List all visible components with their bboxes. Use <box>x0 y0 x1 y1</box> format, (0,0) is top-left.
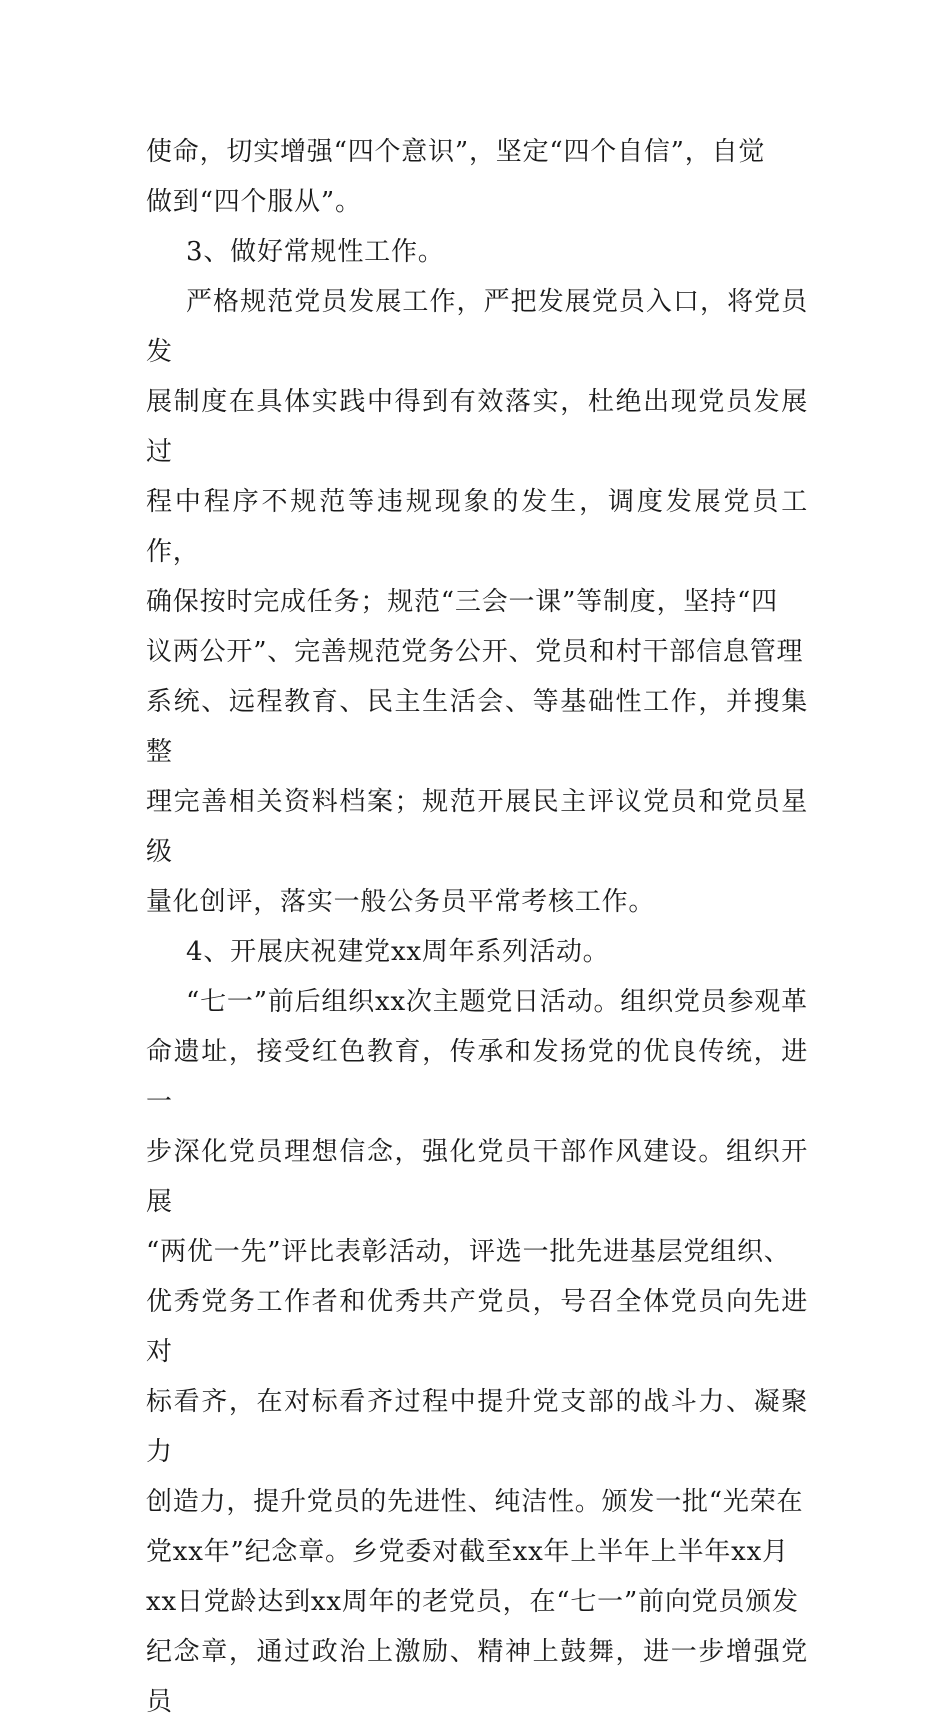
paragraph-line: 优秀党务工作者和优秀共产党员，号召全体党员向先进对 <box>146 1287 808 1367</box>
paragraph-line: 确保按时完成任务；规范“三会一课”等制度，坚持“四 <box>146 587 778 617</box>
paragraph-line: 理完善相关资料档案；规范开展民主评议党员和党员星级 <box>146 787 808 867</box>
paragraph-line: 系统、远程教育、民主生活会、等基础性工作，并搜集整 <box>146 687 808 767</box>
paragraph-line: 程中程序不规范等违规现象的发生，调度发展党员工作， <box>146 487 808 567</box>
paragraph-line: xx日党龄达到xx周年的老党员，在“七一”前向党员颁发 <box>146 1587 799 1617</box>
paragraph-line: 步深化党员理想信念，强化党员干部作风建设。组织开展 <box>146 1137 808 1217</box>
section-heading-4: 4、开展庆祝建党xx周年系列活动。 <box>186 937 610 967</box>
paragraph-line: “两优一先”评比表彰活动，评选一批先进基层党组织、 <box>146 1237 791 1267</box>
paragraph-line: “七一”前后组织xx次主题党日活动。组织党员参观革 <box>186 987 808 1017</box>
paragraph-line: 展制度在具体实践中得到有效落实，杜绝出现党员发展过 <box>146 387 808 467</box>
paragraph-line: 纪念章，通过政治上激励、精神上鼓舞，进一步增强党员 <box>146 1637 808 1717</box>
paragraph-line: 量化创评，落实一般公务员平常考核工作。 <box>146 887 656 917</box>
paragraph-line: 创造力，提升党员的先进性、纯洁性。颁发一批“光荣在 <box>146 1487 804 1517</box>
paragraph-line: 议两公开”、完善规范党务公开、党员和村干部信息管理 <box>146 637 804 667</box>
section-heading-3: 3、做好常规性工作。 <box>186 237 445 267</box>
paragraph-line: 严格规范党员发展工作，严把发展党员入口，将党员发 <box>146 287 808 367</box>
document-body <box>146 127 808 1727</box>
paragraph-line: 做到“四个服从”。 <box>146 187 362 217</box>
paragraph-line: 党xx年”纪念章。乡党委对截至xx年上半年上半年xx月 <box>146 1537 789 1567</box>
paragraph-line: 标看齐，在对标看齐过程中提升党支部的战斗力、凝聚力 <box>146 1387 808 1467</box>
paragraph-line: 使命，切实增强“四个意识”，坚定“四个自信”，自觉 <box>146 137 766 167</box>
paragraph-line: 命遗址，接受红色教育，传承和发扬党的优良传统，进一 <box>146 1037 808 1117</box>
